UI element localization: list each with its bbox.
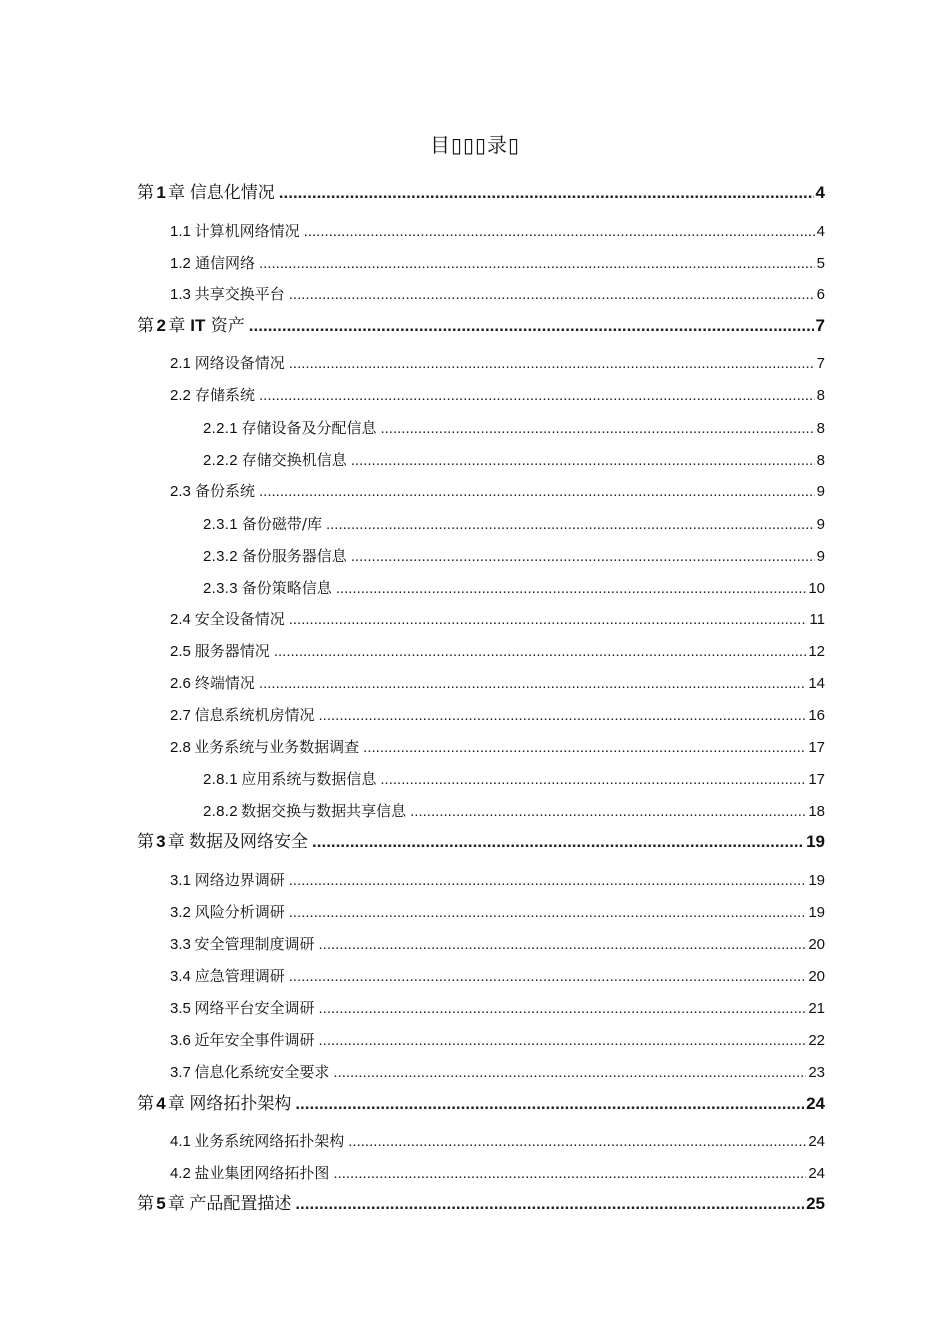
toc-entry-page-number: 4	[815, 183, 825, 202]
toc-entry-page-number: 4	[816, 223, 825, 240]
toc-entry-page-number: 12	[808, 643, 825, 660]
toc-entry-page-number: 7	[816, 355, 825, 372]
dot-leader	[312, 831, 804, 853]
toc-entry-level-3[interactable]	[203, 514, 825, 535]
toc-entry-number: 2.5	[170, 643, 191, 660]
toc-entry-title: 备份磁带/库	[241, 515, 322, 533]
toc-entry-level-2[interactable]	[170, 1062, 825, 1083]
toc-entry-title: 信息化系统安全要求	[194, 1063, 330, 1081]
toc-entry-level-2[interactable]	[170, 934, 825, 955]
toc-entry-level-2[interactable]	[170, 353, 825, 374]
toc-entry-page-number: 8	[816, 420, 825, 437]
toc-entry-level-2[interactable]	[170, 221, 825, 242]
toc-entry-number: 1.1	[170, 223, 191, 240]
toc-entry-number: 2.3.1	[203, 516, 238, 533]
toc-entry-level-1[interactable]	[137, 1093, 825, 1115]
toc-entry-page-number: 8	[816, 387, 825, 404]
dot-leader	[259, 674, 806, 694]
dot-leader	[304, 222, 815, 242]
toc-entry-title: 产品配置描述	[189, 1194, 292, 1214]
chapter-prefix: 第	[137, 183, 154, 203]
toc-entry-number: 2	[156, 316, 166, 335]
dot-leader	[289, 354, 815, 374]
toc-entry-level-2[interactable]	[170, 966, 825, 987]
dot-leader	[351, 547, 815, 567]
dot-leader	[259, 482, 815, 502]
toc-entry-number: 4.2	[170, 1165, 191, 1182]
chapter-suffix: 章	[167, 1094, 185, 1114]
toc-entry-title: 备份系统	[194, 482, 255, 500]
toc-entry-number: 2.3.2	[203, 548, 238, 565]
toc-entry-title: 网络平台安全调研	[194, 999, 315, 1017]
dot-leader	[274, 642, 807, 662]
toc-entry-level-2[interactable]	[170, 673, 825, 694]
toc-entry-number: 3.1	[170, 872, 191, 889]
toc-entry-level-1[interactable]	[137, 831, 825, 853]
toc-entry-page-number: 19	[806, 832, 825, 851]
toc-entry-page-number: 24	[806, 1094, 825, 1113]
toc-entry-page-number: 7	[815, 316, 825, 335]
toc-entry-title: 共享交换平台	[194, 285, 285, 303]
toc-entry-number: 3	[156, 832, 166, 851]
chapter-suffix: 章	[167, 832, 185, 852]
toc-entry-level-3[interactable]	[203, 450, 825, 471]
chapter-prefix: 第	[137, 316, 154, 336]
toc-entry-title: 备份服务器信息	[241, 547, 347, 565]
toc-entry-number: 2.8.1	[203, 771, 238, 788]
toc-entry-title: 风险分析调研	[194, 903, 285, 921]
toc-entry-page-number: 16	[808, 707, 825, 724]
dot-leader	[326, 515, 815, 535]
toc-entry-title: IT 资产	[190, 316, 245, 336]
toc-entry-page-number: 9	[816, 483, 825, 500]
toc-entry-page-number: 6	[816, 286, 825, 303]
dot-leader	[279, 182, 814, 204]
toc-entry-title: 网络设备情况	[194, 354, 285, 372]
toc-entry-number: 3.6	[170, 1032, 191, 1049]
toc-entry-title: 服务器情况	[194, 642, 270, 660]
toc-entry-number: 2.2	[170, 387, 191, 404]
toc-entry-page-number: 18	[808, 803, 825, 820]
toc-entry-number: 2.4	[170, 611, 191, 628]
toc-entry-title: 业务系统网络拓扑架构	[194, 1132, 345, 1150]
dot-leader	[348, 1132, 806, 1152]
toc-entry-page-number: 22	[808, 1032, 825, 1049]
toc-entry-number: 5	[156, 1194, 166, 1213]
toc-entry-title: 数据及网络安全	[189, 832, 309, 852]
toc-entry-level-2[interactable]	[170, 284, 825, 305]
toc-entry-title: 通信网络	[194, 254, 255, 272]
toc-entry-number: 2.3	[170, 483, 191, 500]
dot-leader	[351, 451, 815, 471]
chapter-prefix: 第	[137, 1094, 154, 1114]
toc-entry-number: 2.6	[170, 675, 191, 692]
dot-leader	[289, 967, 807, 987]
toc-entry-page-number: 9	[816, 548, 825, 565]
toc-entry-title: 存储交换机信息	[241, 451, 347, 469]
chapter-suffix: 章	[168, 316, 186, 336]
dot-leader	[249, 315, 814, 337]
chapter-prefix: 第	[137, 1194, 154, 1214]
toc-entry-page-number: 11	[809, 611, 825, 628]
toc-entry-level-3[interactable]	[203, 769, 825, 790]
toc-entry-level-2[interactable]	[170, 1030, 825, 1051]
toc-entry-number: 2.3.3	[203, 580, 238, 597]
toc-entry-level-2[interactable]	[170, 902, 825, 923]
toc-entry-level-1[interactable]	[137, 182, 825, 204]
dot-leader	[333, 1063, 806, 1083]
toc-entry-number: 3.3	[170, 936, 191, 953]
toc-entry-number: 1.3	[170, 286, 191, 303]
toc-entry-page-number: 19	[808, 872, 825, 889]
dot-leader	[289, 285, 815, 305]
toc-entry-level-2[interactable]	[170, 481, 825, 502]
dot-leader	[318, 1031, 806, 1051]
toc-entry-title: 安全管理制度调研	[194, 935, 315, 953]
toc-entry-title: 终端情况	[194, 674, 255, 692]
toc-entry-title: 数据交换与数据共享信息	[241, 802, 407, 820]
dot-leader	[318, 706, 806, 726]
toc-entry-number: 1.2	[170, 255, 191, 272]
toc-entry-number: 2.8	[170, 739, 191, 756]
dot-leader	[336, 579, 807, 599]
toc-entry-page-number: 23	[808, 1064, 825, 1081]
toc-entry-title: 业务系统与业务数据调查	[194, 738, 360, 756]
toc-entry-title: 存储系统	[194, 386, 255, 404]
toc-entry-level-2[interactable]	[170, 609, 825, 630]
toc-entry-level-3[interactable]	[203, 418, 825, 439]
toc-entry-title: 存储设备及分配信息	[241, 419, 377, 437]
toc-entry-page-number: 17	[808, 771, 825, 788]
toc-entry-number: 2.2.1	[203, 420, 238, 437]
toc-entry-level-3[interactable]	[203, 578, 825, 599]
toc-entry-page-number: 20	[808, 936, 825, 953]
toc-entry-number: 4	[156, 1094, 166, 1113]
toc-entry-page-number: 17	[808, 739, 825, 756]
toc-entry-page-number: 14	[808, 675, 825, 692]
toc-entry-title: 盐业集团网络拓扑图	[194, 1164, 330, 1182]
toc-entry-page-number: 24	[808, 1165, 825, 1182]
toc-entry-level-2[interactable]	[170, 705, 825, 726]
toc-entry-title: 应用系统与数据信息	[241, 770, 377, 788]
toc-entry-level-1[interactable]	[137, 315, 825, 337]
toc-entry-level-2[interactable]	[170, 253, 825, 274]
toc-entry-level-2[interactable]	[170, 998, 825, 1019]
toc-entry-title: 网络边界调研	[194, 871, 285, 889]
toc-entry-title: 网络拓扑架构	[189, 1094, 292, 1114]
dot-leader	[289, 871, 807, 891]
toc-entry-number: 3.2	[170, 904, 191, 921]
toc-entry-title: 信息系统机房情况	[194, 706, 315, 724]
toc-entry-level-3[interactable]	[203, 546, 825, 567]
toc-title: 目▯▯▯录▯	[429, 133, 521, 157]
toc-entry-page-number: 10	[808, 580, 825, 597]
chapter-suffix: 章	[167, 1194, 185, 1214]
toc-entry-number: 2.2.2	[203, 452, 238, 469]
dot-leader	[410, 802, 806, 822]
toc-entry-page-number: 24	[808, 1133, 825, 1150]
toc-entry-page-number: 25	[806, 1194, 825, 1213]
toc-entry-page-number: 9	[816, 516, 825, 533]
toc-entry-number: 2.1	[170, 355, 191, 372]
dot-leader	[289, 610, 808, 630]
toc-entry-title: 备份策略信息	[241, 579, 332, 597]
toc-entry-level-2[interactable]	[170, 641, 825, 662]
toc-entry-level-3[interactable]	[203, 801, 825, 822]
toc-entry-number: 1	[156, 183, 166, 202]
toc-entry-page-number: 8	[816, 452, 825, 469]
dot-leader	[333, 1164, 806, 1184]
dot-leader	[259, 254, 815, 274]
chapter-suffix: 章	[168, 183, 186, 203]
toc-entry-number: 3.5	[170, 1000, 191, 1017]
toc-entry-title: 信息化情况	[189, 183, 275, 203]
dot-leader	[295, 1093, 804, 1115]
dot-leader	[318, 935, 806, 955]
toc-entry-level-1[interactable]	[137, 1193, 825, 1215]
toc-entry-page-number: 5	[816, 255, 825, 272]
toc-entry-level-2[interactable]	[170, 1163, 825, 1184]
dot-leader	[363, 738, 806, 758]
toc-entry-page-number: 21	[808, 1000, 825, 1017]
toc-entry-title: 计算机网络情况	[194, 222, 300, 240]
chapter-prefix: 第	[137, 832, 154, 852]
dot-leader	[380, 419, 814, 439]
dot-leader	[289, 903, 807, 923]
toc-entry-page-number: 19	[808, 904, 825, 921]
dot-leader	[380, 770, 806, 790]
toc-entry-number: 3.7	[170, 1064, 191, 1081]
toc-entry-title: 安全设备情况	[194, 610, 285, 628]
toc-entry-number: 2.8.2	[203, 803, 238, 820]
dot-leader	[259, 386, 815, 406]
toc-entry-title: 应急管理调研	[194, 967, 285, 985]
toc-entry-number: 4.1	[170, 1133, 191, 1150]
dot-leader	[318, 999, 806, 1019]
dot-leader	[295, 1193, 804, 1215]
toc-entry-title: 近年安全事件调研	[194, 1031, 315, 1049]
toc-entry-level-2[interactable]	[170, 1131, 825, 1152]
toc-entry-number: 2.7	[170, 707, 191, 724]
toc-entry-level-2[interactable]	[170, 385, 825, 406]
toc-entry-number: 3.4	[170, 968, 191, 985]
toc-entry-level-2[interactable]	[170, 737, 825, 758]
toc-entry-page-number: 20	[808, 968, 825, 985]
toc-entry-level-2[interactable]	[170, 870, 825, 891]
